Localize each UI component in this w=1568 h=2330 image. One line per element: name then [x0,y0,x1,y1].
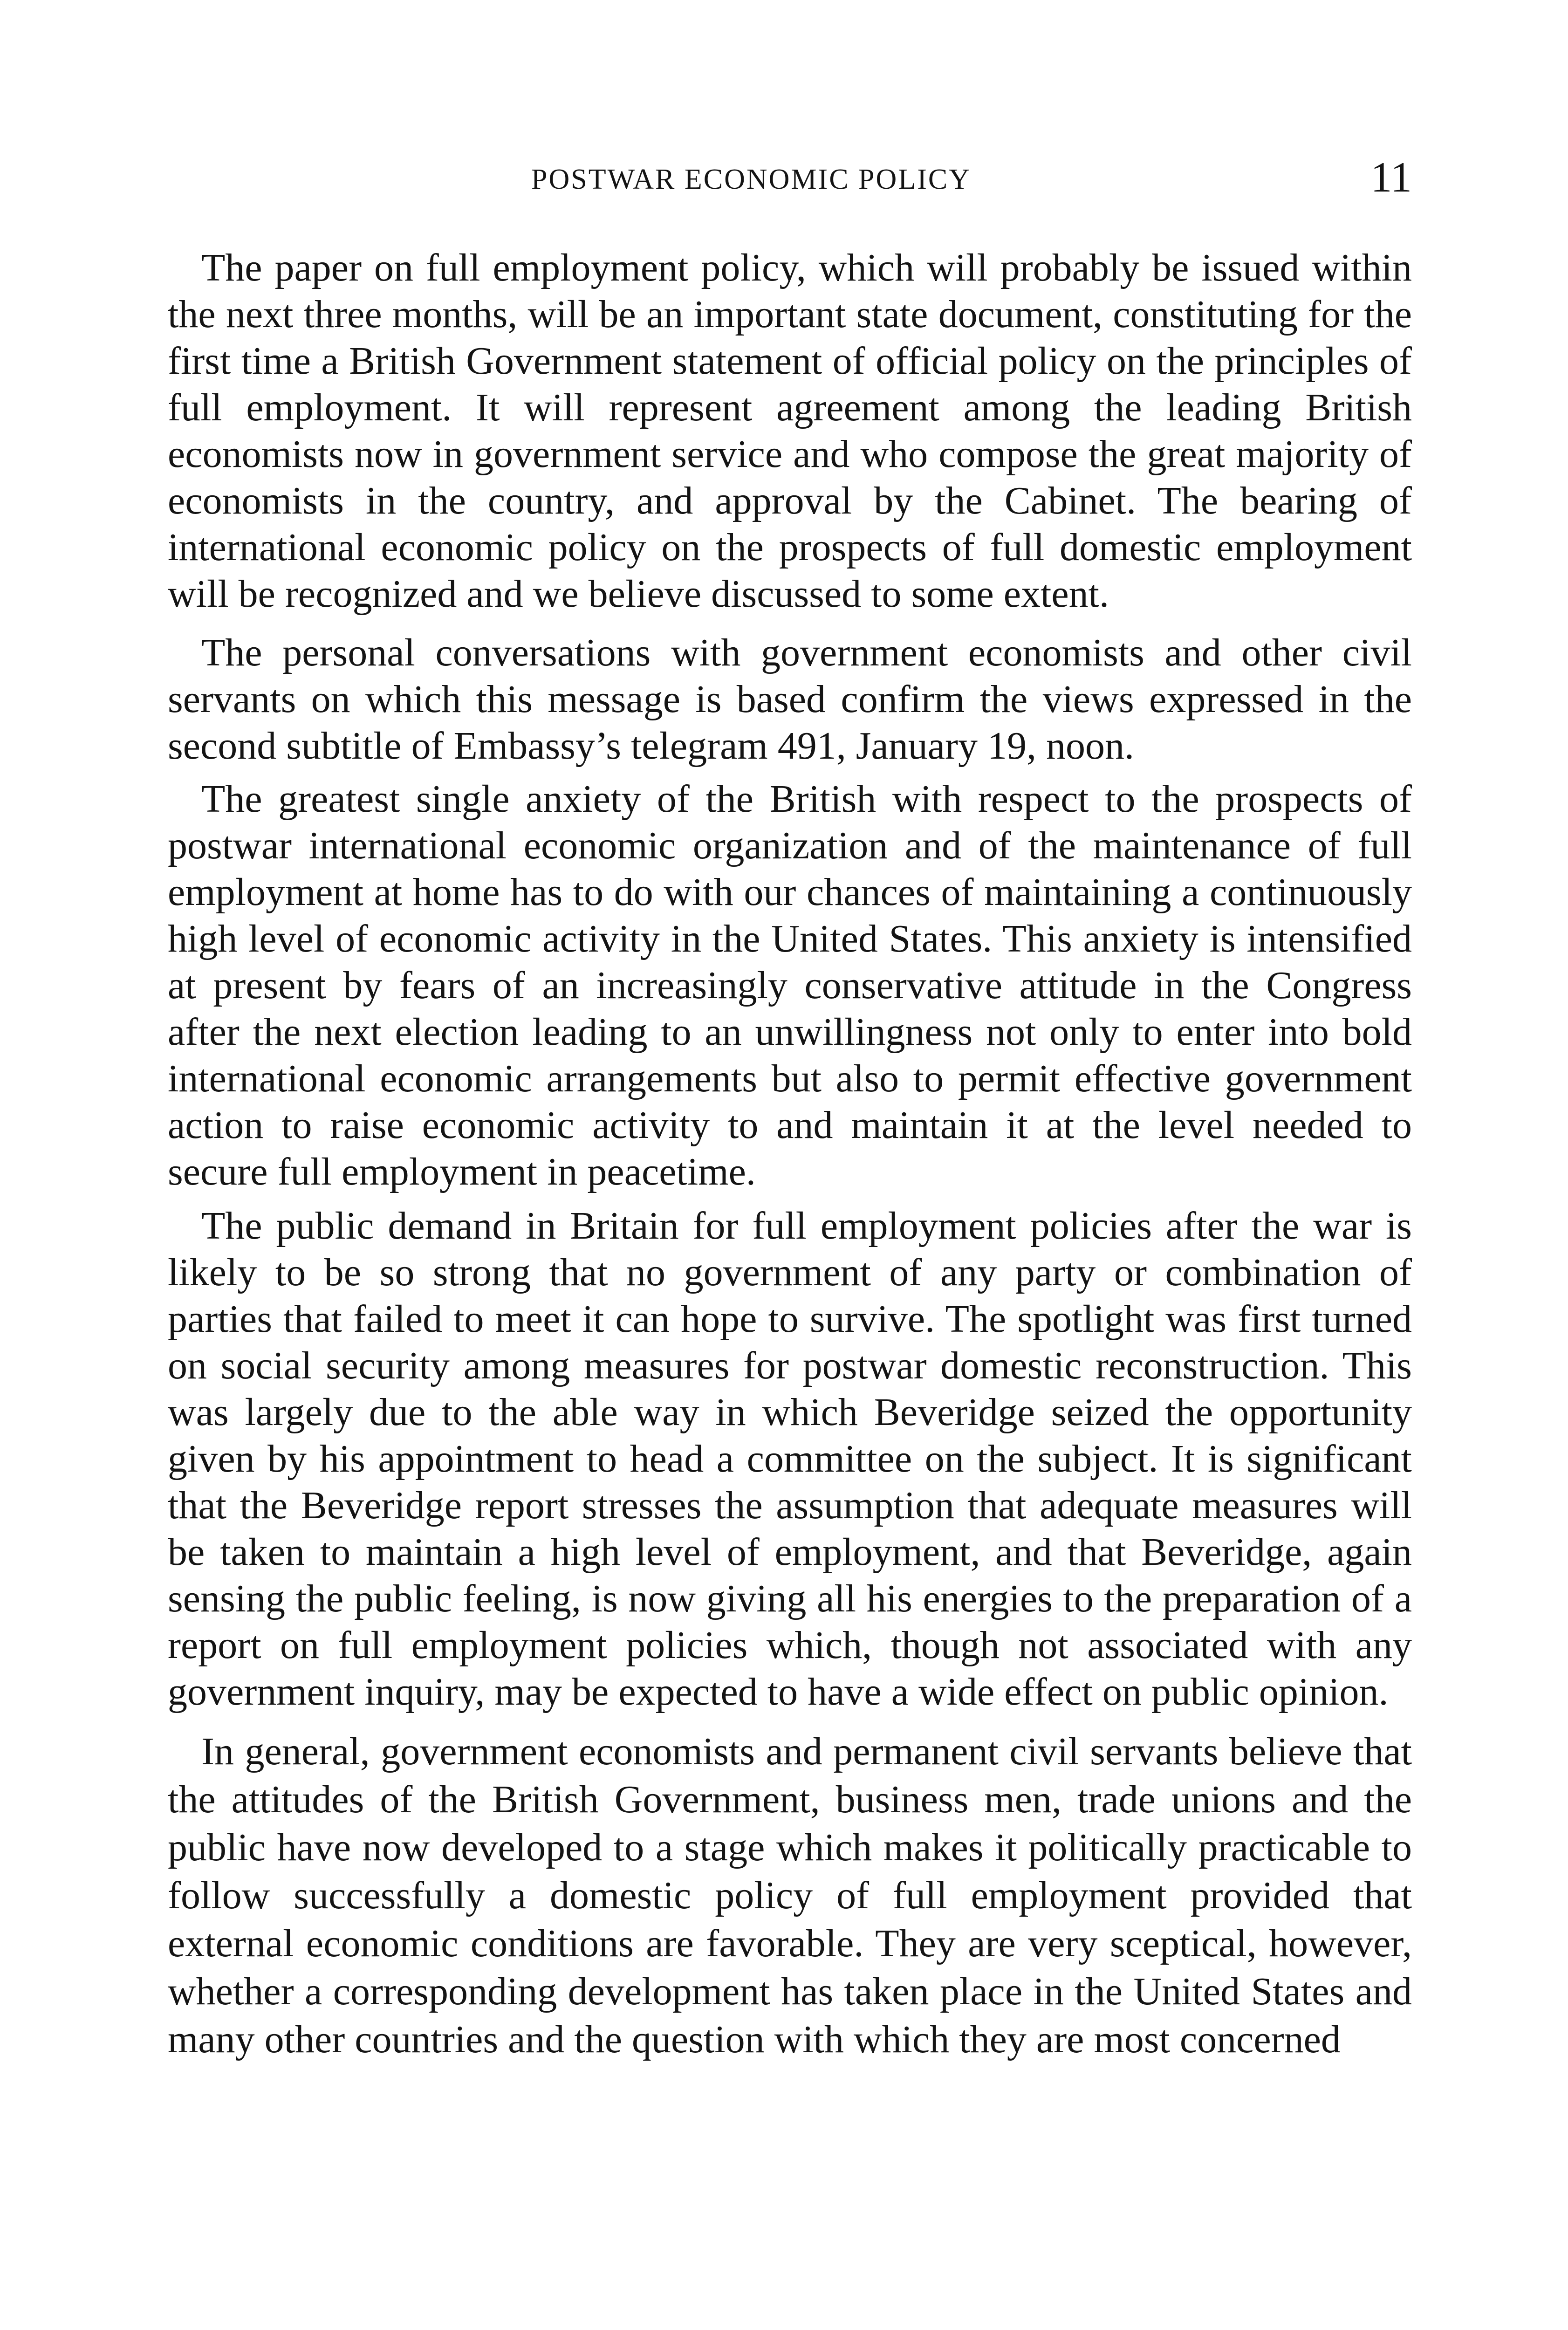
running-header [168,154,1412,200]
paragraph-personal-conversations: The personal conversations with government economists and other civil servants on which this message is based confirm the views expressed in the second subtitle of Embassy’s telegram 491, January 19, noon. [168,631,1412,768]
paragraph-full-employment-paper: The paper on full employment policy, which will probably be issued within the next three months, will be an important state document, constituting for the first time a British Government statement of official policy on the principles of full employment. It will represent agreement among the leading British economists now in government service and who compose the great majority of economists in the country, and approval by the Cabinet. The bearing of international economic policy on the prospects of full domestic employment will be recognized and we believe discussed to some extent. [168,246,1412,616]
page-number: 11 [1370,153,1412,201]
body-text [168,245,1412,2063]
paragraph-public-demand: The public demand in Britain for full employment policies after the war is likely to be so strong that no government of any party or combination of parties that failed to meet it can hope to survive. The spotlight was first turned on social security among measures for postwar domestic reconstruction. This was largely due to the able way in which Beveridge seized the opportunity given by his appointment to head a committee on the subject. It is significant that the Beveridge report stresses the assumption that adequate measures will be taken to maintain a high level of employment, and that Beveridge, again sensing the public feeling, is now giving all his energies to the preparation of a report on full employment policies which, though not associated with any government inquiry, may be expected to have a wide effect on public opinion. [168,1204,1412,1713]
running-title: POSTWAR ECONOMIC POLICY [531,164,971,195]
paragraph-british-anxiety: The greatest single anxiety of the British with respect to the prospects of postwar international economic organization and of the maintenance of full employment at home has to do with our chances of maintaining a continuously high level of economic activity in the United States. This anxiety is intensified at present by fears of an increasingly conservative attitude in the Congress after the next election leading to an unwillingness not only to enter into bold international economic arrangements but also to permit effective government action to raise economic activity to and maintain it at the level needed to secure full employment in peacetime. [168,777,1412,1193]
paragraph-government-economists: In general, government economists and permanent civil servants believe that the attitudes of the British Government, business men, trade unions and the public have now developed to a stage which makes it politically practicable to follow successfully a domestic policy of full employment provided that external economic conditions are favorable. They are very sceptical, however, whether a corresponding development has taken place in the United States and many other countries and the question with which they are most concerned [168,1730,1412,2061]
